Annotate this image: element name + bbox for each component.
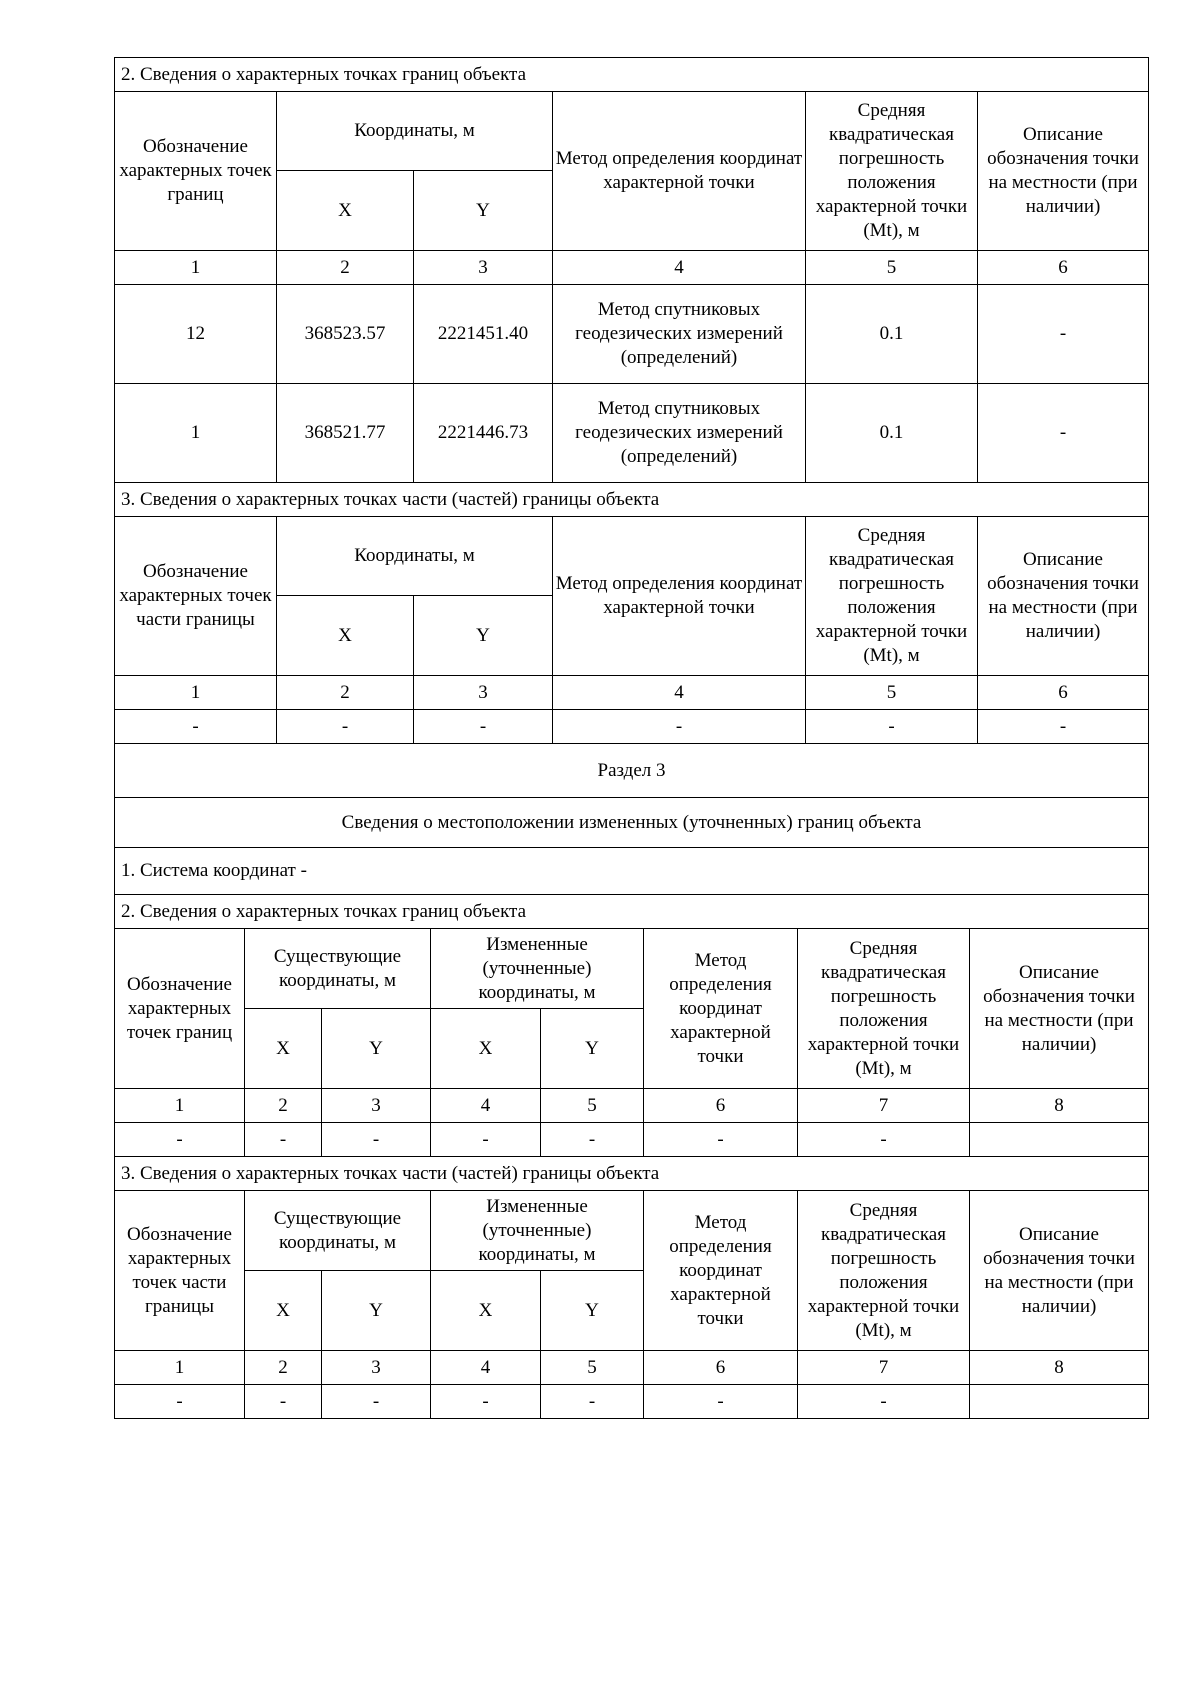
header-x: X <box>431 1009 541 1089</box>
column-number: 2 <box>277 251 414 285</box>
header-x: X <box>277 596 414 676</box>
column-number: 6 <box>644 1351 798 1385</box>
table-cell: - <box>322 1385 431 1419</box>
header-description: Описание обозначения точки на местности (при наличии) <box>970 1191 1149 1351</box>
table-cell: - <box>277 710 414 744</box>
column-number: 1 <box>115 1351 245 1385</box>
header-y: Y <box>322 1271 431 1351</box>
header-existing-coordinates: Существующие координаты, м <box>245 1191 431 1271</box>
point-accuracy: 0.1 <box>806 384 978 483</box>
column-number: 5 <box>806 251 978 285</box>
table-cell: - <box>414 710 553 744</box>
column-number: 4 <box>553 251 806 285</box>
point-x: 368521.77 <box>277 384 414 483</box>
header-designation: Обозначение характерных точек границ <box>115 92 277 251</box>
point-designation: 12 <box>115 285 277 384</box>
column-number: 6 <box>978 676 1149 710</box>
table-cell: - <box>978 710 1149 744</box>
header-changed-coordinates: Измененные (уточненные) координаты, м <box>431 1191 644 1271</box>
coordinate-system: 1. Система координат - <box>115 848 1149 895</box>
header-designation: Обозначение характерных точек части границы <box>115 517 277 676</box>
header-y: Y <box>322 1009 431 1089</box>
section-heading: 2. Сведения о характерных точках границ объекта <box>115 895 1149 929</box>
table-cell <box>970 1385 1149 1419</box>
table-cell: - <box>115 1123 245 1157</box>
table-cell: - <box>541 1123 644 1157</box>
column-number: 4 <box>431 1089 541 1123</box>
table-cell: - <box>115 1385 245 1419</box>
table-cell: - <box>806 710 978 744</box>
header-y: Y <box>414 596 553 676</box>
table-cell: - <box>553 710 806 744</box>
column-number-row <box>115 676 1149 710</box>
column-number: 1 <box>115 676 277 710</box>
table-cell: - <box>541 1385 644 1419</box>
column-number: 6 <box>978 251 1149 285</box>
point-accuracy: 0.1 <box>806 285 978 384</box>
table-row <box>115 1385 1149 1419</box>
column-number: 5 <box>541 1351 644 1385</box>
header-y: Y <box>541 1271 644 1351</box>
header-description: Описание обозначения точки на местности (при наличии) <box>978 517 1149 676</box>
column-number: 6 <box>644 1089 798 1123</box>
header-x: X <box>431 1271 541 1351</box>
table-cell: - <box>798 1385 970 1419</box>
document-page <box>114 57 1148 1419</box>
header-description: Описание обозначения точки на местности (при наличии) <box>970 929 1149 1089</box>
point-y: 2221451.40 <box>414 285 553 384</box>
header-y: Y <box>414 171 553 251</box>
column-number: 4 <box>431 1351 541 1385</box>
table-row <box>115 1123 1149 1157</box>
header-changed-coordinates: Измененные (уточненные) координаты, м <box>431 929 644 1009</box>
column-number: 7 <box>798 1089 970 1123</box>
header-designation: Обозначение характерных точек части границы <box>115 1191 245 1351</box>
section-heading: 2. Сведения о характерных точках границ объекта <box>115 58 1149 92</box>
column-number-row <box>115 1089 1149 1123</box>
section-subtitle: Сведения о местоположении измененных (уточненных) границ объекта <box>115 798 1149 848</box>
column-number: 4 <box>553 676 806 710</box>
table-row <box>115 384 1149 483</box>
header-coordinates: Координаты, м <box>277 517 553 596</box>
header-coordinates: Координаты, м <box>277 92 553 171</box>
table-cell: - <box>431 1123 541 1157</box>
column-number: 3 <box>414 251 553 285</box>
column-number-row <box>115 251 1149 285</box>
header-accuracy: Средняя квадратическая погрешность положения характерной точки (Mt), м <box>798 1191 970 1351</box>
point-description: - <box>978 384 1149 483</box>
table-row <box>115 710 1149 744</box>
column-number: 5 <box>541 1089 644 1123</box>
header-x: X <box>245 1271 322 1351</box>
header-accuracy: Средняя квадратическая погрешность положения характерной точки (Mt), м <box>806 517 978 676</box>
column-number: 8 <box>970 1089 1149 1123</box>
header-method: Метод определения координат характерной точки <box>644 929 798 1089</box>
header-description: Описание обозначения точки на местности (при наличии) <box>978 92 1149 251</box>
header-designation: Обозначение характерных точек границ <box>115 929 245 1089</box>
table-cell: - <box>644 1385 798 1419</box>
column-number: 1 <box>115 251 277 285</box>
section-heading: 3. Сведения о характерных точках части (частей) границы объекта <box>115 1157 1149 1191</box>
section-heading: 3. Сведения о характерных точках части (частей) границы объекта <box>115 483 1149 517</box>
column-number: 3 <box>322 1351 431 1385</box>
header-x: X <box>245 1009 322 1089</box>
column-number: 2 <box>245 1089 322 1123</box>
header-accuracy: Средняя квадратическая погрешность положения характерной точки (Mt), м <box>806 92 978 251</box>
point-method: Метод спутниковых геодезических измерений (определений) <box>553 285 806 384</box>
point-y: 2221446.73 <box>414 384 553 483</box>
point-method: Метод спутниковых геодезических измерений (определений) <box>553 384 806 483</box>
table-cell: - <box>798 1123 970 1157</box>
column-number: 3 <box>414 676 553 710</box>
point-description: - <box>978 285 1149 384</box>
column-number: 8 <box>970 1351 1149 1385</box>
table-cell: - <box>245 1123 322 1157</box>
boundary-points-table <box>114 57 1149 895</box>
header-method: Метод определения координат характерной точки <box>644 1191 798 1351</box>
column-number: 1 <box>115 1089 245 1123</box>
column-number: 7 <box>798 1351 970 1385</box>
table-cell: - <box>644 1123 798 1157</box>
header-accuracy: Средняя квадратическая погрешность положения характерной точки (Mt), м <box>798 929 970 1089</box>
table-cell: - <box>245 1385 322 1419</box>
header-method: Метод определения координат характерной точки <box>553 92 806 251</box>
table-cell: - <box>322 1123 431 1157</box>
column-number-row <box>115 1351 1149 1385</box>
header-method: Метод определения координат характерной точки <box>553 517 806 676</box>
table-row <box>115 285 1149 384</box>
point-x: 368523.57 <box>277 285 414 384</box>
point-designation: 1 <box>115 384 277 483</box>
column-number: 2 <box>277 676 414 710</box>
header-y: Y <box>541 1009 644 1089</box>
section-title: Раздел 3 <box>115 744 1149 798</box>
column-number: 5 <box>806 676 978 710</box>
column-number: 2 <box>245 1351 322 1385</box>
table-cell: - <box>431 1385 541 1419</box>
table-cell: - <box>115 710 277 744</box>
column-number: 3 <box>322 1089 431 1123</box>
table-cell <box>970 1123 1149 1157</box>
changed-boundary-points-table <box>114 894 1149 1419</box>
header-existing-coordinates: Существующие координаты, м <box>245 929 431 1009</box>
header-x: X <box>277 171 414 251</box>
